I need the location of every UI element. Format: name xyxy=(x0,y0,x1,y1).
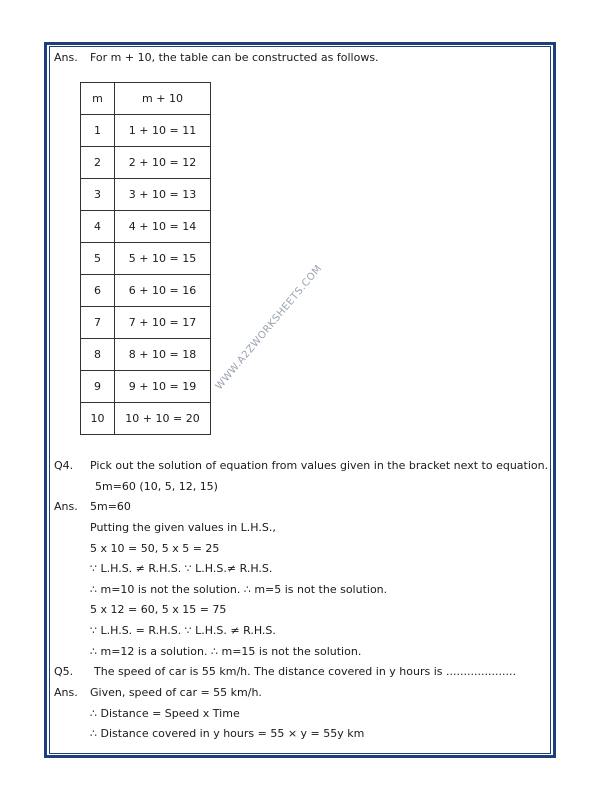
q4-label: Q4. xyxy=(54,459,74,472)
table-cell: 9 + 10 = 19 xyxy=(115,371,211,403)
table-row xyxy=(81,211,211,243)
q5-label: Q5. xyxy=(54,665,74,678)
table-row xyxy=(81,371,211,403)
q4-step: ∴ m=12 is a solution. ∴ m=15 is not the solution. xyxy=(90,645,362,658)
table-cell: 3 xyxy=(81,179,115,211)
table-row xyxy=(81,403,211,435)
table-row xyxy=(81,275,211,307)
table-header-cell: m xyxy=(81,83,115,115)
table-cell: 6 xyxy=(81,275,115,307)
table-row xyxy=(81,307,211,339)
table-header-row xyxy=(81,83,211,115)
q4-answer-label: Ans. xyxy=(54,500,78,513)
table-cell: 2 + 10 = 12 xyxy=(115,147,211,179)
table-cell: 7 + 10 = 17 xyxy=(115,307,211,339)
q4-answer-first: 5m=60 xyxy=(90,500,131,513)
table-row xyxy=(81,243,211,275)
table-cell: 8 xyxy=(81,339,115,371)
table-cell: 10 + 10 = 20 xyxy=(115,403,211,435)
q5-answer-first: Given, speed of car = 55 km/h. xyxy=(90,686,262,699)
table-cell: 4 xyxy=(81,211,115,243)
q4-step: ∴ m=10 is not the solution. ∴ m=5 is not the solution. xyxy=(90,583,388,596)
values-table xyxy=(80,82,211,435)
table-row xyxy=(81,115,211,147)
q4-step: Putting the given values in L.H.S., xyxy=(90,521,276,534)
answer-intro-text: For m + 10, the table can be constructed as follows. xyxy=(90,51,379,64)
table-cell: 1 + 10 = 11 xyxy=(115,115,211,147)
q5-step: ∴ Distance = Speed x Time xyxy=(90,707,240,720)
q4-equation: 5m=60 (10, 5, 12, 15) xyxy=(95,480,218,493)
table-cell: 7 xyxy=(81,307,115,339)
table-row xyxy=(81,339,211,371)
table-row xyxy=(81,147,211,179)
table-cell: 8 + 10 = 18 xyxy=(115,339,211,371)
table-cell: 9 xyxy=(81,371,115,403)
q5-blank: .................... xyxy=(446,665,516,678)
table-cell: 1 xyxy=(81,115,115,147)
answer-label: Ans. xyxy=(54,51,78,64)
q5-answer-label: Ans. xyxy=(54,686,78,699)
table-cell: 3 + 10 = 13 xyxy=(115,179,211,211)
q4-question: Pick out the solution of equation from values given in the bracket next to equation. xyxy=(90,459,549,472)
q5-question-line xyxy=(94,665,516,679)
q4-step: ∵ L.H.S. ≠ R.H.S. ∵ L.H.S.≠ R.H.S. xyxy=(90,562,273,575)
watermark: WWW.A2ZWORKSHEETS.COM xyxy=(213,263,325,393)
table-cell: 2 xyxy=(81,147,115,179)
table-cell: 6 + 10 = 16 xyxy=(115,275,211,307)
table-cell: 5 + 10 = 15 xyxy=(115,243,211,275)
q4-step: 5 x 10 = 50, 5 x 5 = 25 xyxy=(90,542,220,555)
table-cell: 4 + 10 = 14 xyxy=(115,211,211,243)
table-row xyxy=(81,179,211,211)
q4-step: 5 x 12 = 60, 5 x 15 = 75 xyxy=(90,603,227,616)
table-cell: 5 xyxy=(81,243,115,275)
table-cell: 10 xyxy=(81,403,115,435)
q5-step: ∴ Distance covered in y hours = 55 × y = 55y km xyxy=(90,727,365,740)
q5-question: The speed of car is 55 km/h. The distance covered in y hours is xyxy=(94,665,443,678)
q4-step: ∵ L.H.S. = R.H.S. ∵ L.H.S. ≠ R.H.S. xyxy=(90,624,276,637)
table-header-cell: m + 10 xyxy=(115,83,211,115)
